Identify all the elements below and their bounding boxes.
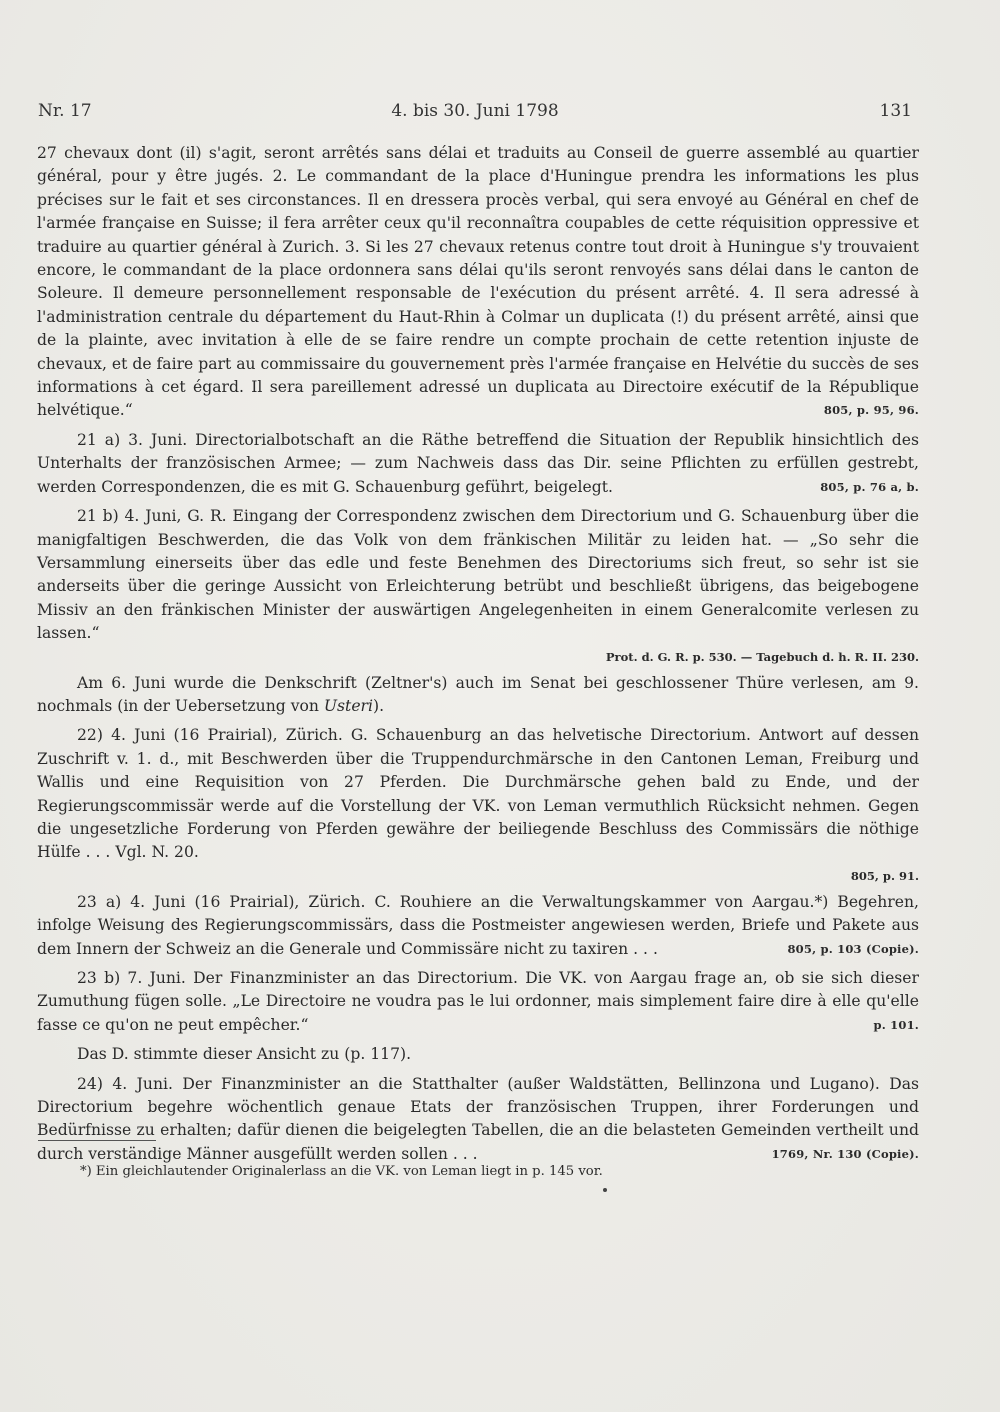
paragraph-text: 22) 4. Juni (16 Prairial), Zürich. G. Schauenburg an das helvetische Directorium. Antwort auf dessen Zuschrift v. 1. d., mit Beschwerden über die Truppendurchmärsche in den Cantonen Leman, Freiburg und Wallis und eine Requisition von 27 Pferden. Die Durchmärsche gehen bald zu Ende, und der Regierungscommissär werde auf die Vorstellung der VK. von Leman vermuthlich Rücksicht nehmen. Gegen die ungesetzliche Forderung von Pferden gewähre der beiliegende Beschluss des Commissärs die nöthige Hülfe . . . Vgl. N. 20. bbox=[37, 726, 919, 862]
date-range: 4. bis 30. Juni 1798 bbox=[391, 101, 559, 121]
entry-24 bbox=[37, 1073, 919, 1167]
paragraph-text: 23 b) 7. Juni. Der Finanzminister an das Directorium. Die VK. von Aargau frage an, ob sie sich dieser Zumuthung fügen solle. „Le Directoire ne voudra pas le lui ordonner, mais simplement faire dire à elle qu'elle fasse ce qu'on ne peut empêcher.“ bbox=[37, 969, 919, 1034]
paragraph-text: 21 a) 3. Juni. Directorialbotschaft an die Räthe betreffend die Situation der Republik hinsichtlich des Unterhalts der französischen Armee; — zum Nachweis dass das Dir. seine Pflichten zu erfüllen gestrebt, werden Correspondenzen, die es mit G. Schauenburg geführt, beigelegt. bbox=[37, 430, 919, 496]
paragraph-continuation bbox=[37, 142, 919, 423]
source-reference: Prot. d. G. R. p. 530. — Tagebuch d. h. R. II. 230. bbox=[605, 649, 919, 664]
entry-22 bbox=[37, 724, 919, 864]
entry-23b bbox=[37, 967, 919, 1037]
source-reference: 805, p. 76 a, b. bbox=[820, 479, 919, 494]
main-text bbox=[37, 142, 919, 1172]
entry-21b bbox=[37, 505, 919, 645]
paragraph-text: 21 b) 4. Juni, G. R. Eingang der Correspondenz zwischen dem Directorium und G. Schauenburg über die manigfaltigen Beschwerden, die das Volk von dem fränkischen Militär zu leiden hat. — „So sehr die Versammlung einerseits über das edle und feste Benehmen des Directoriums sich freut, so sehr ist sie anderseits über die geringe Aussicht von Erleichterung betrübt und beschließt übrigens, das beigebogene Missiv an den fränkischen Minister der auswärtigen Angelegenheiten in einem Generalcomite verlesen zu lassen.“ bbox=[37, 507, 919, 643]
paragraph-text-before: Am 6. Juni wurde die Denkschrift (Zeltner's) auch im Senat bei geschlossener Thüre verlesen, am 9. nochmals (in der Uebersetzung von bbox=[37, 673, 919, 715]
paragraph-text: 27 chevaux dont (il) s'agit, seront arrêtés sans délai et traduits au Conseil de guerre assemblé au quartier général, pour y être jugés. 2. Le commandant de la place d'Huningue prendra les informations les plus précises sur le fait et ses circonstances. Il en dressera procès verbal, qui sera envoyé au Général en chef de l'armée française en Suisse; il fera arrêter ceux qu'il reconnaîtra coupables de cette réquisition oppressive et traduire au quartier général à Zurich. 3. Si les 27 chevaux retenus contre tout droit à Huningue s'y trouvaient encore, le commandant de la place ordonnera sans délai qu'ils seront renvoyés sans délai dans le canton de Soleure. Il demeure personnellement responsable de l'exécution du présent arrêté. 4. Il sera adressé à l'administration centrale du département du Haut-Rhin à Colmar un duplicata (!) du présent arrêté, ainsi que de la plainte, avec invitation à elle de se faire rendre un compte prochain de cette retention injuste de chevaux, et de faire part au commissaire du gouvernement près l'armée française en Helvétie du succès de ses informations à cet égard. Il sera pareillement adressé un duplicata au Directoire exécutif de la République helvétique.“ bbox=[37, 144, 919, 420]
source-reference: p. 101. bbox=[873, 1017, 919, 1032]
person-name: Usteri bbox=[323, 696, 373, 715]
paragraph-text: 23 a) 4. Juni (16 Prairial), Zürich. C. Rouhiere an die Verwaltungskammer von Aargau.*) Begehren, infolge Weisung des Regierungscommissärs, dass die Postmeister angewiesen werden, Briefe und Pakete aus dem Innern der Schweiz an die Generale und Commissäre nicht zu taxiren . . . bbox=[37, 892, 919, 958]
paragraph-text: 24) 4. Juni. Der Finanzminister an die Statthalter (außer Waldstätten, Bellinzona und Lugano). Das Directorium begehre wöchentlich genaue Etats der französischen Truppen, ihrer Forderungen und Bedürfnisse zu erhalten; dafür dienen die beigelegten Tabellen, die an die belasteten Gemeinden vertheilt und durch verständige Männer ausgefüllt werden sollen . . . bbox=[37, 1074, 919, 1163]
footnote: *) Ein gleichlautender Originalerlass an die VK. von Leman liegt in p. 145 vor. bbox=[80, 1164, 603, 1179]
source-reference: 805, p. 95, 96. bbox=[823, 403, 919, 418]
paragraph-text: Das D. stimmte dieser Ansicht zu (p. 117). bbox=[77, 1045, 412, 1064]
running-header bbox=[38, 101, 912, 125]
footnote-divider bbox=[38, 1140, 156, 1141]
page-number: 131 bbox=[879, 101, 912, 121]
source-reference: 1769, Nr. 130 (Copie). bbox=[771, 1146, 919, 1161]
note-directorium bbox=[37, 1043, 919, 1066]
ink-speck bbox=[603, 1188, 607, 1192]
document-number: Nr. 17 bbox=[38, 101, 92, 121]
note-senate bbox=[37, 672, 919, 719]
entry-23a bbox=[37, 891, 919, 961]
paragraph-text-after: ). bbox=[373, 696, 385, 715]
entry-21a bbox=[37, 429, 919, 499]
source-reference: 805, p. 103 (Copie). bbox=[787, 941, 919, 956]
source-reference: 805, p. 91. bbox=[850, 868, 919, 883]
